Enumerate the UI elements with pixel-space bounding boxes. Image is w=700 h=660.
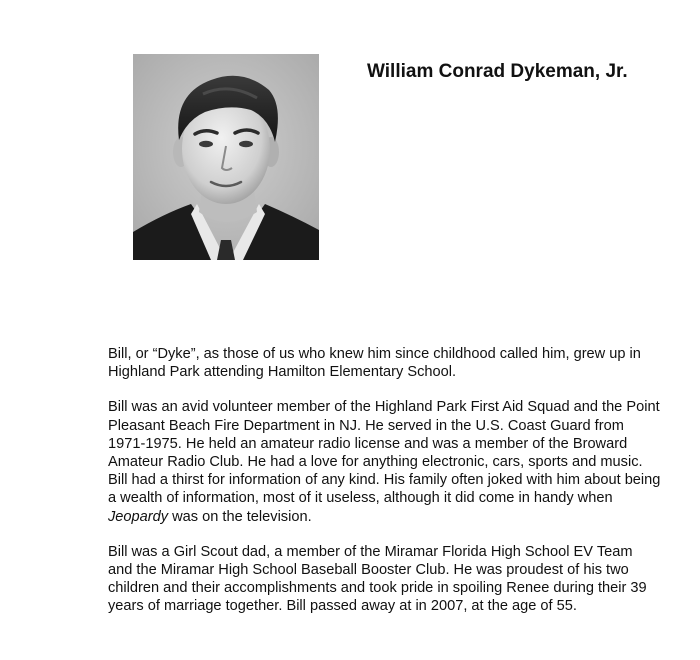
text-line: Bill had a thirst for information of any kind. His family often joked with him about being bbox=[108, 472, 661, 489]
portrait-photo bbox=[133, 54, 319, 260]
bio-paragraph-3 bbox=[108, 543, 688, 616]
text-line: and the Miramar High School Baseball Booster Club. He was proudest of his two bbox=[108, 562, 629, 579]
text-line: Highland Park attending Hamilton Elementary School. bbox=[108, 364, 457, 381]
text-line: a wealth of information, most of it useless, although it did come in handy when bbox=[108, 490, 613, 507]
text-line: children and their accomplishments and took pride in spoiling Renee during their 39 bbox=[108, 580, 647, 597]
biography bbox=[108, 345, 688, 633]
text-line: Bill was an avid volunteer member of the Highland Park First Aid Squad and the Point bbox=[108, 399, 660, 416]
bio-paragraph-2 bbox=[108, 398, 688, 525]
text-line: Bill was a Girl Scout dad, a member of the Miramar Florida High School EV Team bbox=[108, 543, 633, 560]
person-name: William Conrad Dykeman, Jr. bbox=[367, 61, 628, 82]
text-line-rest: was on the television. bbox=[168, 508, 312, 525]
text-line: years of marriage together. Bill passed away at in 2007, at the age of 55. bbox=[108, 598, 577, 615]
show-title: Jeopardy bbox=[108, 508, 169, 525]
text-line: Bill, or “Dyke”, as those of us who knew him since childhood called him, grew up in bbox=[108, 346, 641, 362]
text-line: 1971-1975. He held an amateur radio license and was a member of the Broward bbox=[108, 435, 628, 452]
bio-paragraph-1 bbox=[108, 345, 688, 381]
text-line: Amateur Radio Club. He had a love for anything electronic, cars, sports and music. bbox=[108, 454, 643, 471]
text-line: Pleasant Beach Fire Department in NJ. He served in the U.S. Coast Guard from bbox=[108, 417, 624, 434]
text-line-last bbox=[108, 508, 688, 526]
